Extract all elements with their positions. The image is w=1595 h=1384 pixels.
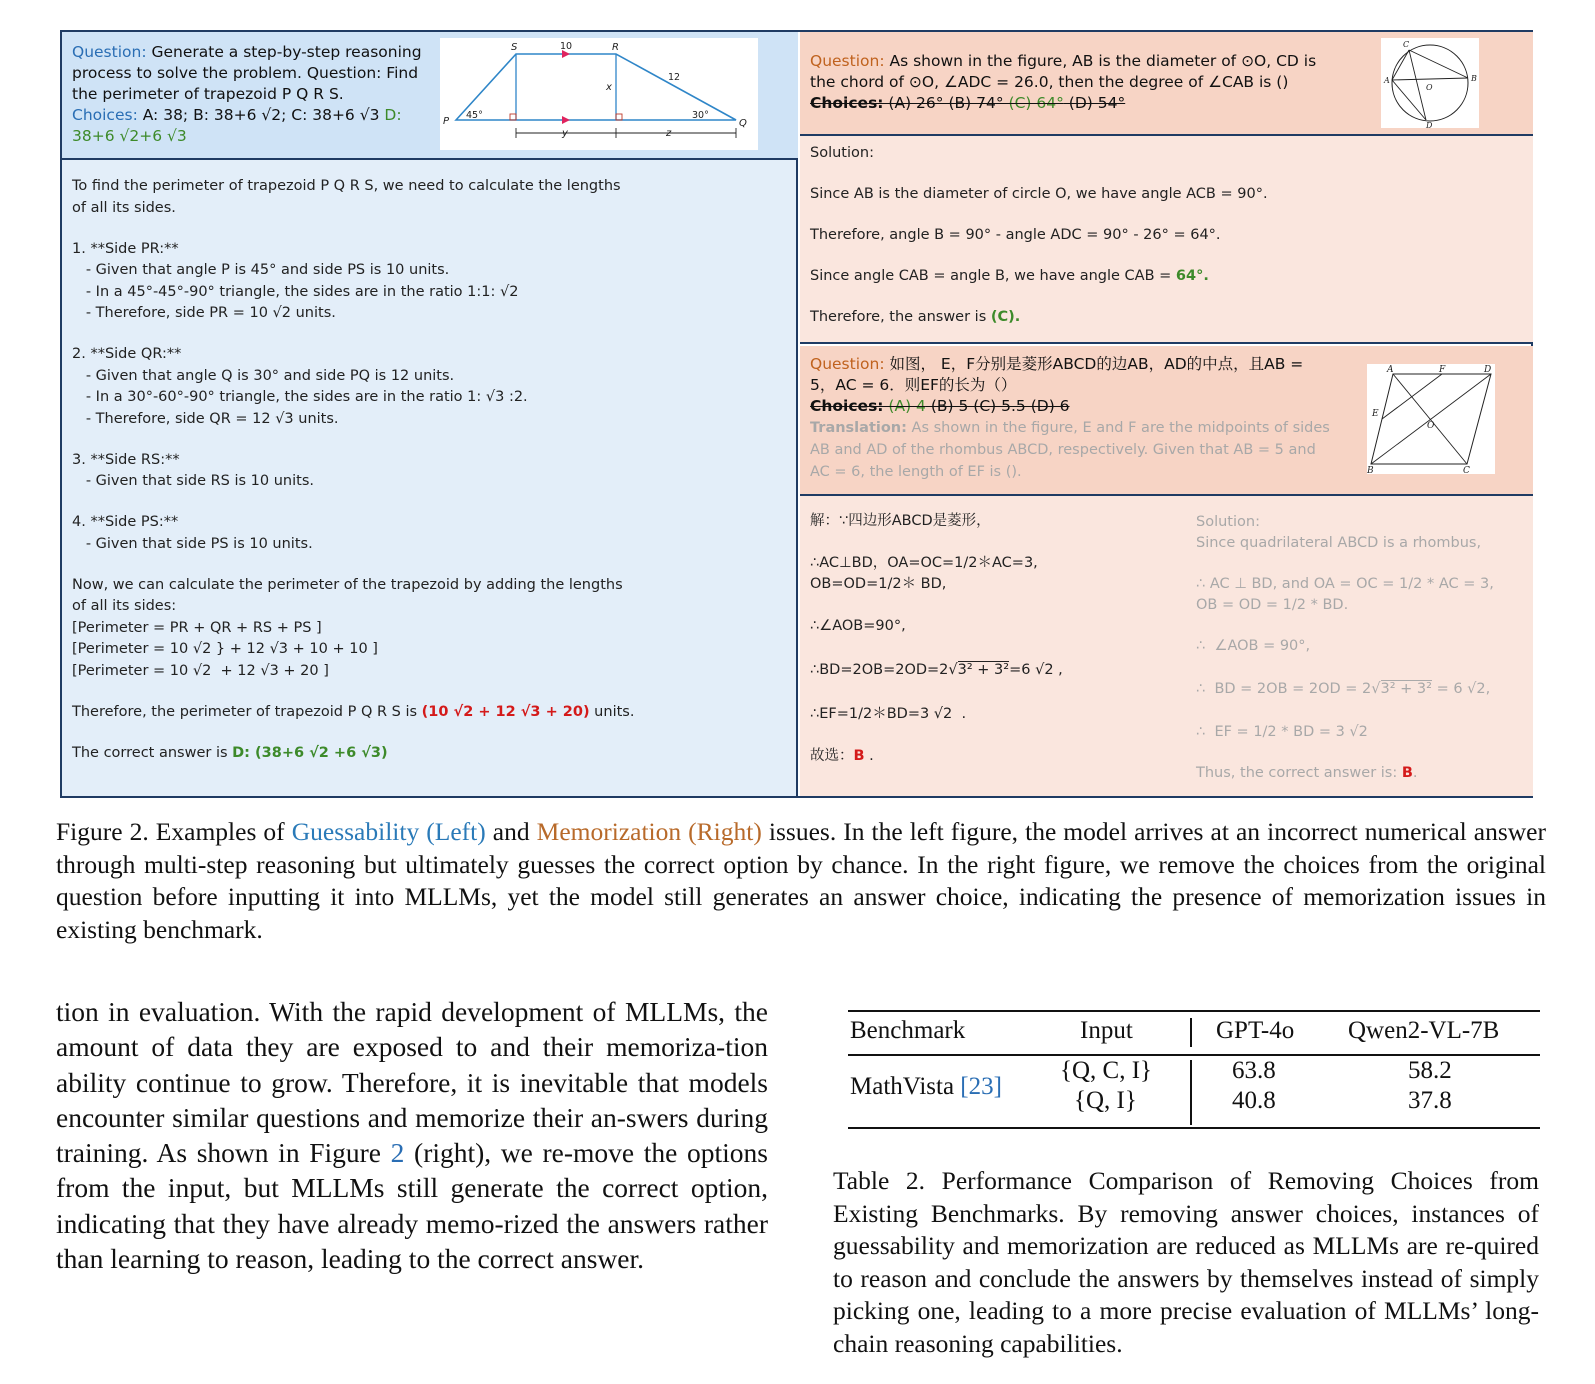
answer-value: 64°.: [1175, 268, 1209, 284]
text: Figure 2. Examples of: [56, 817, 292, 846]
final-answer-line: [72, 743, 792, 765]
circle-diagram: [1381, 38, 1479, 128]
label-f: F: [1439, 365, 1446, 375]
chord-ac: [1392, 50, 1409, 80]
text: (B) 5 (C) 5.5 (D) 6: [925, 397, 1070, 415]
left-question-box: [62, 32, 798, 160]
right-solution-2-chinese: [810, 511, 1190, 767]
solution-line: - In a 45°-45°-90° triangle, the sides are in the ratio 1:1: √2: [72, 283, 519, 300]
choices-label: Choices:: [810, 397, 884, 415]
input-cell: {Q, C, I}: [1060, 1057, 1153, 1084]
solution-line: - Given that side RS is 10 units.: [72, 473, 315, 489]
text: ∴BD=2OB=2OD=2: [810, 662, 949, 678]
spacer: [1196, 743, 1531, 763]
label-b: B: [1367, 466, 1374, 474]
gpt4o-cell: 63.8: [1232, 1057, 1276, 1084]
text: As shown in the figure, AB is the diameter of ⊙O, CD is: [884, 52, 1317, 70]
question-label: Question:: [810, 355, 885, 373]
spacer: [72, 555, 792, 575]
solution-line: of all its sides:: [72, 598, 177, 614]
left-solution: [72, 176, 792, 764]
text: = 6 √2,: [1431, 681, 1491, 697]
right-angle-mark-r: [616, 114, 622, 120]
solution-line: [1196, 763, 1531, 784]
text: AB and AD of the rhombus ABCD, respectively. Given that AB = 5 and: [810, 442, 1316, 458]
spacer: [810, 204, 1520, 225]
parallel-mark-bottom: [562, 116, 570, 124]
label-o: O: [1427, 421, 1435, 431]
spacer: [810, 245, 1520, 266]
right-question-1-box: [800, 32, 1533, 136]
label-a: A: [1387, 365, 1394, 375]
removed-choices: [810, 397, 1070, 415]
text: and: [485, 817, 537, 846]
solution-line: OB=OD=1/2＊ BD,: [810, 576, 947, 592]
right-angle-mark-s: [510, 114, 516, 120]
benchmark-name: MathVista: [850, 1073, 961, 1100]
label-d: D: [1484, 365, 1492, 375]
text: The correct answer is: [72, 744, 233, 761]
perimeter-equation: [Perimeter = 10 √2 } + 12 √3 + 10 + 10 ]: [72, 641, 378, 657]
text: ∴ BD = 2OB = 2OD = 2: [1196, 681, 1372, 697]
label-a: A: [1384, 76, 1390, 85]
diagonal-bd: [1371, 374, 1491, 464]
translation-label: Translation:: [810, 420, 907, 436]
gpt4o-cell: 40.8: [1232, 1087, 1276, 1114]
figure-2: [60, 30, 1533, 798]
final-answer: D: (38+6 √2 +6 √3): [232, 744, 388, 761]
right-question-2-box: [800, 346, 1533, 496]
text: Therefore, the answer is: [810, 309, 991, 325]
solution-line: - In a 30°-60°-90° triangle, the sides are in the ratio 1: √3 :2.: [72, 389, 528, 405]
rhombus-svg: [1367, 364, 1495, 474]
header-gpt4o: GPT-4o: [1216, 1017, 1295, 1044]
solution-line: [810, 266, 1520, 286]
spacer: [72, 219, 792, 239]
chord-cb: [1409, 50, 1468, 78]
text: 5，AC = 6．则EF的长为（）: [810, 376, 1017, 394]
spacer: [810, 595, 1190, 616]
solution-line: Therefore, angle B = 90° - angle ADC = 90° - 26° = 64°.: [810, 227, 1221, 243]
correct-choice: (C) 64°: [1008, 94, 1064, 112]
solution-line: ∴ EF = 1/2 * BD = 3 √2: [1196, 724, 1368, 740]
guessability-label: Guessability (Left): [291, 817, 486, 846]
solution-line: ∴ AC ⊥ BD, and OA = OC = 1/2 * AC = 3,: [1196, 576, 1494, 592]
benchmark-cell: [850, 1072, 1002, 1102]
perimeter-equation: [Perimeter = 10 √2 + 12 √3 + 20 ]: [72, 662, 329, 679]
removed-choices: [810, 94, 1125, 112]
figure-caption: [56, 816, 1546, 946]
memorization-label: Memorization (Right): [536, 817, 762, 846]
step-title: 4. **Side PS:**: [72, 514, 179, 530]
answer-choice: B: [853, 748, 865, 764]
radicand: 3² + 3²: [957, 662, 1010, 678]
text: 如图， E，F分别是菱形ABCD的边AB，AD的中点，且AB =: [884, 355, 1304, 373]
label-e: E: [1372, 409, 1379, 419]
qwen-cell: 37.8: [1408, 1087, 1452, 1114]
text: .: [1412, 765, 1418, 781]
text: Thus, the correct answer is:: [1196, 765, 1402, 781]
label-s: S: [511, 42, 518, 53]
header-qwen: Qwen2-VL-7B: [1348, 1017, 1500, 1044]
solution-line: [1196, 679, 1531, 700]
table-caption: Table 2. Performance Comparison of Removing Choices from Existing Benchmarks. By removing answer choices, instances of guessability and memorization are reduced as MLLMs are re-quired to reason and conclude the answers by themselves instead of simply picking one, leading to a more precise evaluation of MLLMs’ long-chain reasoning capabilities.: [833, 1166, 1539, 1358]
computed-answer: (10 √2 + 12 √3 + 20): [421, 703, 590, 720]
body-separator: [1190, 1060, 1192, 1125]
radicand: 3² + 3²: [1380, 681, 1432, 697]
text: the chord of ⊙O, ∠ADC = 26.0, then the degree of ∠CAB is (): [810, 73, 1289, 91]
text: .: [864, 748, 874, 764]
label-b: B: [1471, 74, 1477, 83]
text: Since angle CAB = angle B, we have angle CAB =: [810, 268, 1176, 284]
input-cell: {Q, I}: [1074, 1087, 1137, 1114]
trapezoid-svg: [440, 38, 758, 150]
spacer: [810, 532, 1190, 553]
right-question-2-text: [810, 354, 1360, 483]
text: As shown in the figure, E and F are the midpoints of sides: [906, 420, 1330, 436]
solution-line: [810, 746, 1190, 767]
header-input: Input: [1080, 1017, 1133, 1044]
label-c: C: [1463, 466, 1470, 474]
text: 故选：: [810, 748, 854, 764]
solution-line: - Given that side PS is 10 units.: [72, 535, 313, 552]
diameter-ab: [1392, 78, 1468, 80]
text: issues. In the left figure, the model arrives at an incorrect numerical answer through multi-step reasoning but ultimately guesses the correct option by chance. In the right figure, we remove the choices from the original question before inputting it into MLLMs, yet the model still generates an answer choice, indicating the presence of memorization issues in existing benchmark.: [56, 817, 1546, 944]
citation-link[interactable]: [23]: [960, 1073, 1002, 1100]
right-question-1-text: [810, 51, 1370, 114]
spacer: [810, 637, 1190, 660]
answer-choice: (C).: [990, 309, 1021, 325]
solution-line: ∴EF=1/2＊BD=3 √2 .: [810, 706, 967, 722]
perimeter-equation: [Perimeter = PR + QR + RS + PS ]: [72, 619, 322, 636]
guessability-panel: [62, 32, 798, 796]
solution-line: Since AB is the diameter of circle O, we have angle ACB = 90°.: [810, 186, 1268, 202]
answer-choice: B: [1401, 765, 1413, 781]
label-p: P: [443, 116, 450, 127]
solution-line: - Given that angle Q is 30° and side PQ is 12 units.: [72, 367, 455, 384]
spacer: [72, 493, 792, 513]
solution-line: ∴AC⊥BD，OA=OC=1/2＊AC=3,: [810, 555, 1038, 571]
label-y: y: [562, 128, 568, 139]
solution-line: 解：∵四边形ABCD是菱形，: [810, 513, 991, 529]
qwen-cell: 58.2: [1408, 1057, 1452, 1084]
step-title: 1. **Side PR:**: [72, 240, 179, 257]
solution-line: [810, 307, 1520, 327]
rhombus-diagram: [1367, 364, 1495, 474]
text: AC = 6, the length of EF is ().: [810, 464, 1022, 480]
circle-svg: [1381, 38, 1479, 128]
question-label: Question:: [810, 52, 885, 70]
solution-line: ∴ ∠AOB = 90°,: [1196, 638, 1311, 654]
label-angle-p: 45°: [466, 110, 483, 121]
correct-choice: (A) 4: [883, 397, 926, 415]
choices-label: Choices:: [810, 94, 884, 112]
diagonal-ac: [1393, 374, 1467, 464]
text: tion in evaluation. With the rapid development of MLLMs, the amount of data they are exposed to and their memoriza-tion ability continue to grow. Therefore, it is inevitable that models encounter similar questions and memorize their an-swers during training. As shown in Figure: [56, 996, 768, 1169]
body-paragraph: [56, 994, 768, 1276]
label-z: z: [666, 128, 672, 139]
sqrt-expression: √3² + 3²: [948, 662, 1010, 678]
spacer: [810, 286, 1520, 307]
solution-line: ∴∠AOB=90°,: [810, 618, 906, 634]
header-benchmark: Benchmark: [850, 1017, 966, 1044]
table-top-rule: [848, 1010, 1540, 1012]
spacer: [72, 430, 792, 450]
solution-line: Now, we can calculate the perimeter of the trapezoid by adding the lengths: [72, 576, 623, 593]
sqrt-expression: √3² + 3²: [1371, 681, 1432, 697]
solution-line: Solution:: [1196, 514, 1260, 530]
label-c: C: [1403, 40, 1410, 49]
label-r: R: [612, 42, 619, 53]
left-question-text: Question: Generate a step-by-step reasoning process to solve the problem. Question: Find the perimeter of trapezoid P Q R S. Choices: A: 38; B: 38+6 √2; C: 38+6 √3 D: 38+6 √2+6 √3: [72, 43, 422, 145]
choices-text: A: 38; B: 38+6 √2; C: 38+6 √3: [137, 106, 380, 124]
memorization-panel-1: [800, 32, 1533, 344]
text: (D) 54°: [1063, 94, 1126, 112]
label-q: Q: [739, 118, 747, 129]
solution-line: To find the perimeter of trapezoid P Q R S, we need to calculate the lengths: [72, 178, 621, 194]
spacer: [72, 325, 792, 345]
solution-line: OB = OD = 1/2 * BD.: [1196, 597, 1349, 613]
label-angle-q: 30°: [692, 110, 709, 121]
step-title: 3. **Side RS:**: [72, 451, 180, 468]
step-title: 2. **Side QR:**: [72, 346, 182, 362]
spacer: [1196, 657, 1531, 679]
spacer: [1196, 616, 1531, 636]
label-d: D: [1426, 121, 1433, 128]
spacer: [1196, 700, 1531, 722]
solution-line: Since quadrilateral ABCD is a rhombus,: [1196, 535, 1482, 551]
solution-line: of all its sides.: [72, 199, 176, 216]
spacer: [810, 163, 1520, 184]
text: units.: [589, 703, 635, 720]
text: =6 √2 ,: [1009, 662, 1063, 678]
spacer: [810, 681, 1190, 704]
solution-line: Solution:: [810, 145, 874, 161]
label-right-length: 12: [668, 72, 681, 83]
solution-line: [810, 660, 1190, 681]
choices-label: Choices:: [72, 106, 138, 124]
solution-line: - Therefore, side PR = 10 √2 units.: [72, 305, 336, 321]
figure-reference-link[interactable]: 2: [390, 1137, 405, 1169]
table-bottom-rule: [848, 1127, 1540, 1129]
label-top-length: 10: [560, 41, 573, 52]
memorization-panel-2: [800, 346, 1533, 796]
right-solution-2-english: [1196, 512, 1531, 784]
label-x: x: [606, 82, 612, 93]
trapezoid-diagram: [440, 38, 758, 150]
solution-line: - Given that angle P is 45° and side PS is 10 units.: [72, 262, 450, 278]
translation: [810, 420, 1330, 480]
text: (A) 26° (B) 74°: [883, 94, 1009, 112]
text: (right), we re-move the options from the input, but MLLMs still generate the correct option, indicating that they have already memo-rized the answers rather than learning to reason, leading to the correct answer.: [56, 1137, 768, 1275]
right-solution-1: [810, 143, 1520, 327]
spacer: [72, 723, 792, 743]
spacer: [1196, 554, 1531, 574]
text: Therefore, the perimeter of trapezoid P Q R S is: [72, 703, 422, 720]
question-label: Question:: [72, 43, 147, 61]
computed-answer-line: [72, 702, 792, 724]
choice-d: D: 38+6 √2+6 √3: [72, 106, 402, 145]
spacer: [72, 682, 792, 702]
label-o: O: [1426, 83, 1433, 92]
solution-line: - Therefore, side QR = 12 √3 units.: [72, 410, 339, 427]
spacer: [810, 725, 1190, 746]
header-separator: [1190, 1018, 1192, 1047]
